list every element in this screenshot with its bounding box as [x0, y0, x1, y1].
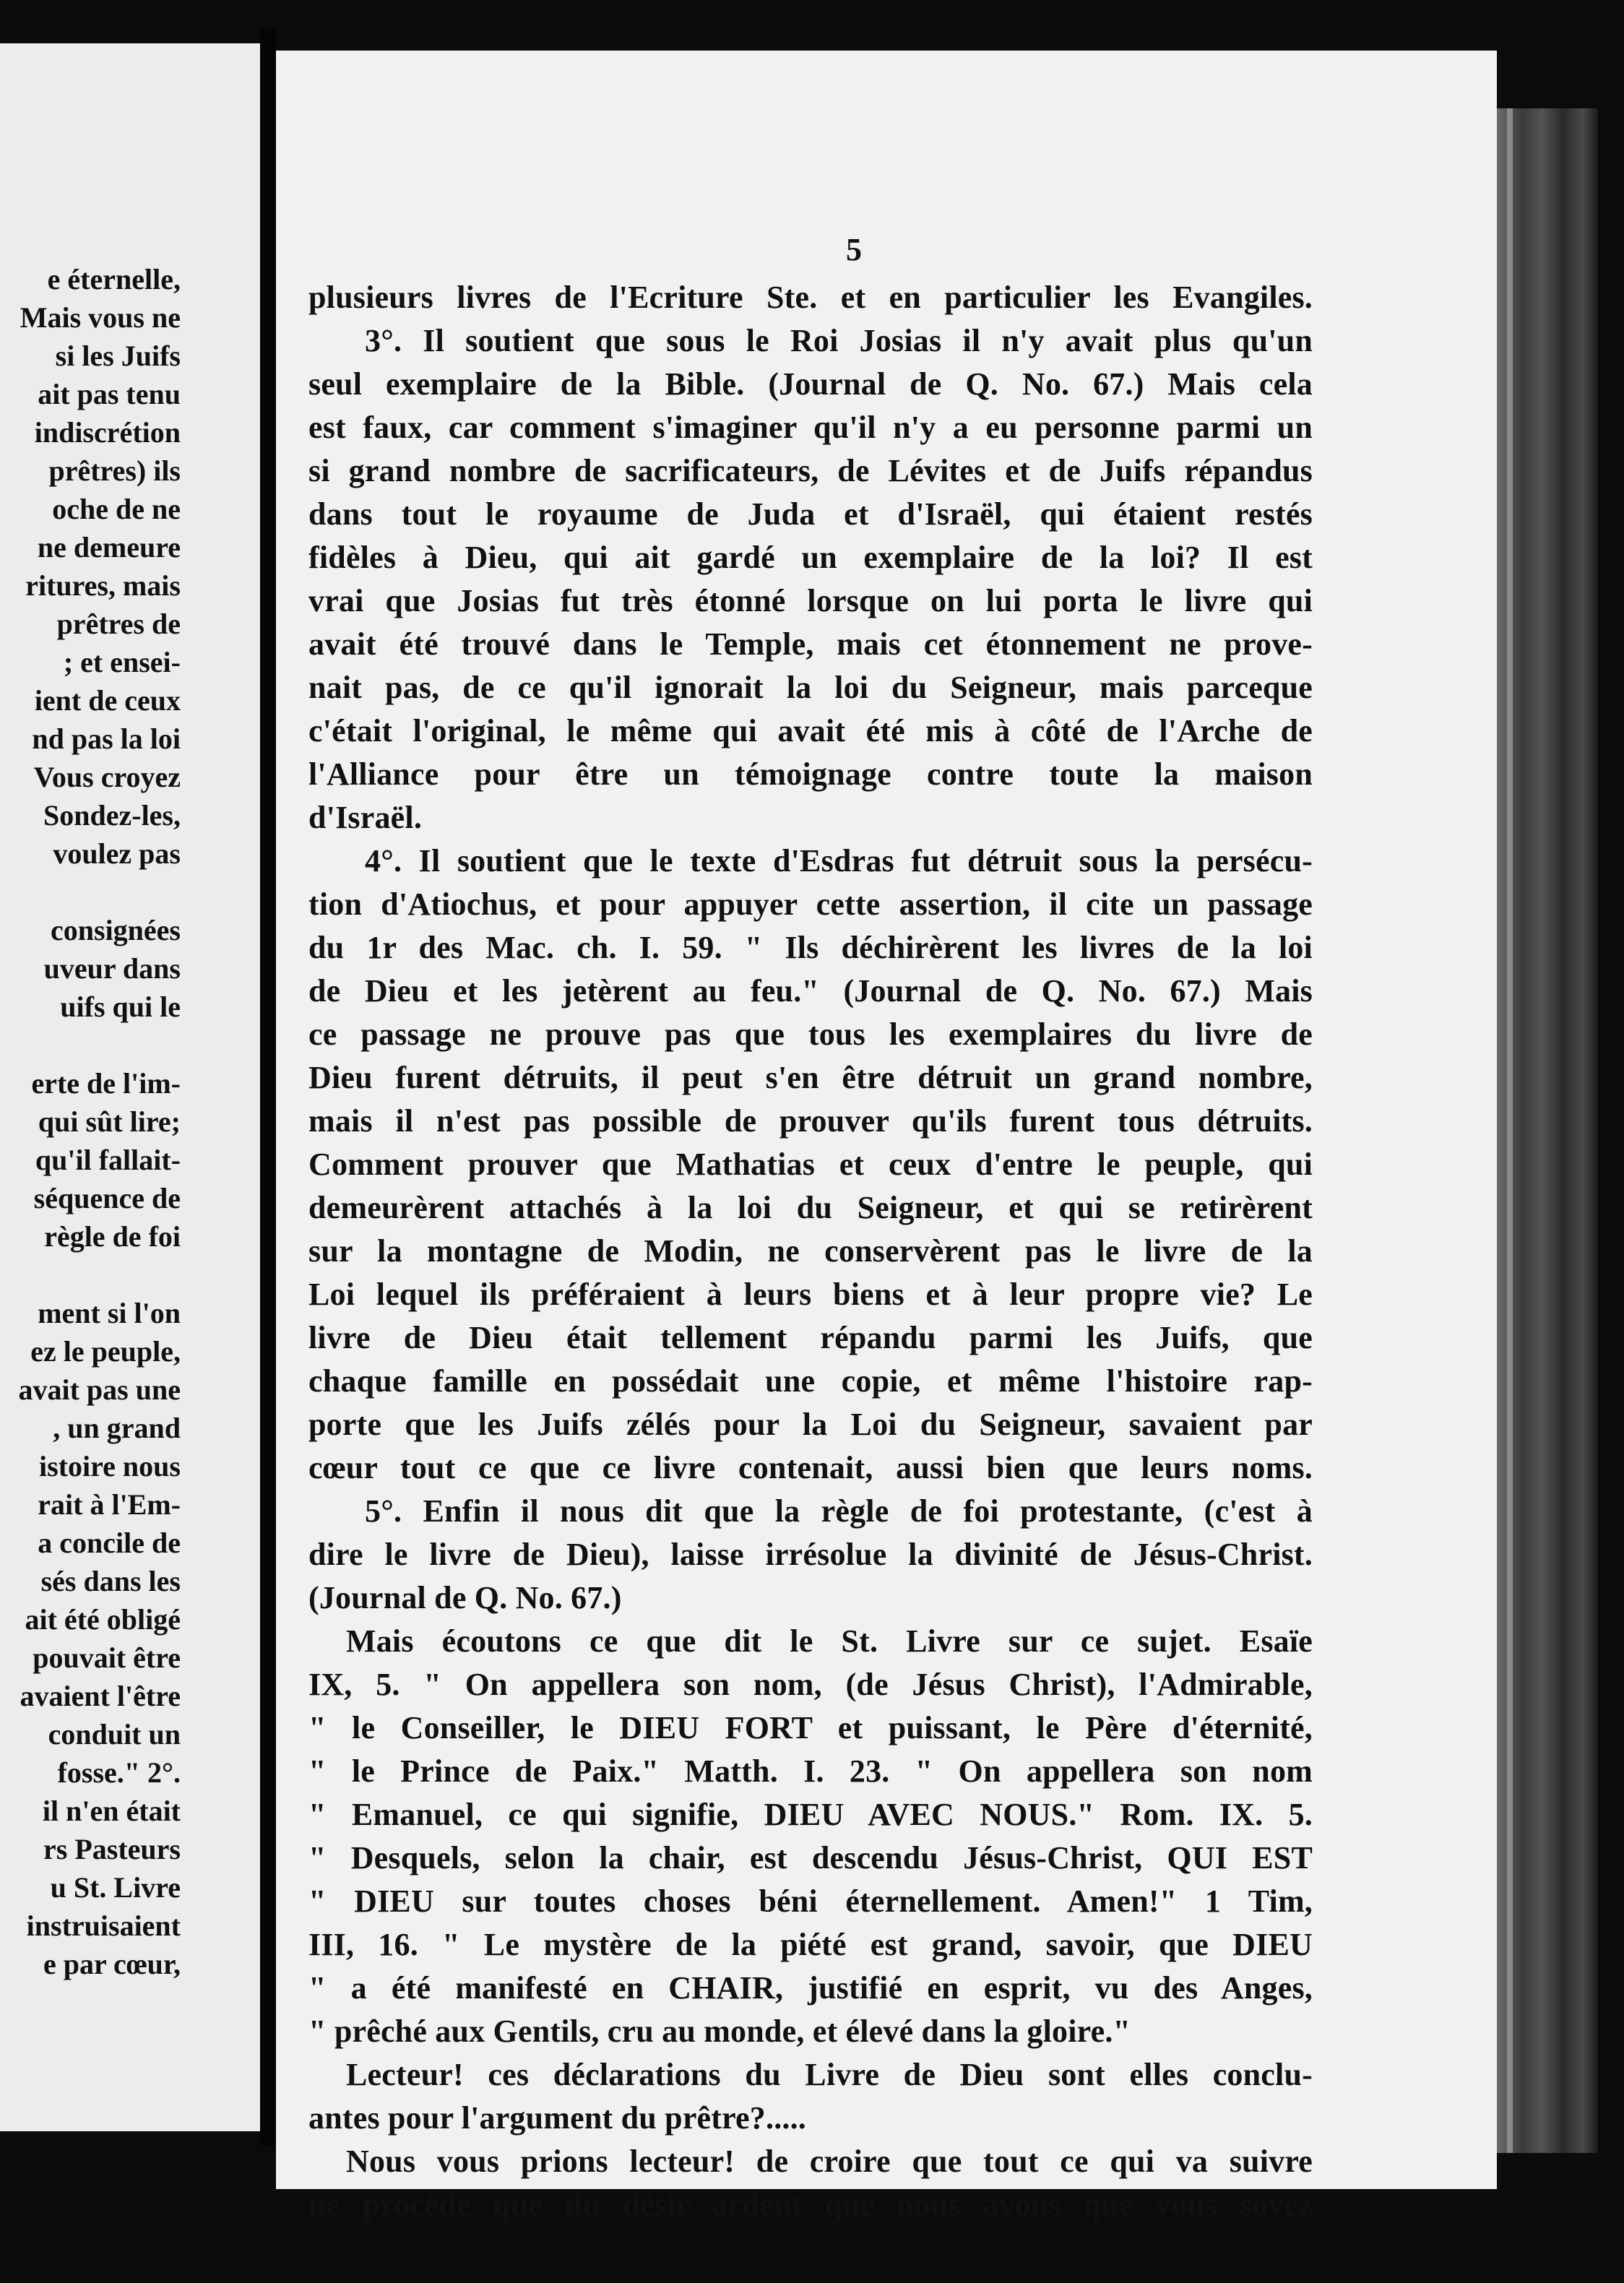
- left-line: consignées: [51, 914, 181, 946]
- text-line: nait pas, de ce qu'il ignorait la loi du Seigneur, mais parceque: [308, 670, 1313, 705]
- text-line: tion d'Atiochus, et pour appuyer cette assertion, il cite un passage: [308, 886, 1313, 922]
- text-line: Comment prouver que Mathatias et ceux d'entre le peuple, qui: [308, 1147, 1313, 1182]
- left-line: conduit un: [48, 1718, 181, 1751]
- left-line: instruisaient: [26, 1909, 181, 1942]
- left-line: Vous croyez: [33, 761, 181, 793]
- text-line: " Emanuel, ce qui signifie, DIEU AVEC NOUS." Rom. IX. 5.: [308, 1797, 1313, 1832]
- left-line: uifs qui le: [60, 991, 181, 1023]
- text-line: Loi lequel ils préféraient à leurs biens et à leur propre vie? Le: [308, 1277, 1313, 1312]
- text-line: III, 16. " Le mystère de la piété est grand, savoir, que DIEU: [308, 1927, 1313, 1962]
- text-line: cœur tout ce que ce livre contenait, aussi bien que leurs noms.: [308, 1450, 1313, 1485]
- left-line: ez le peuple,: [30, 1335, 181, 1368]
- text-line: de Dieu et les jetèrent au feu." (Journal de Q. No. 67.) Mais: [308, 973, 1313, 1009]
- left-line: règle de foi: [44, 1220, 181, 1253]
- left-line: avaient l'être: [20, 1680, 181, 1712]
- left-line: rait à l'Em-: [38, 1488, 181, 1521]
- left-line: , un grand: [53, 1412, 181, 1444]
- left-line: qui sût lire;: [38, 1105, 181, 1138]
- text-line: dire le livre de Dieu), laisse irrésolue la divinité de Jésus-Christ.: [308, 1537, 1313, 1572]
- text-line: mais il n'est pas possible de prouver qu'ils furent tous détruits.: [308, 1103, 1313, 1139]
- left-line: ne demeure: [37, 531, 181, 564]
- text-line: antes pour l'argument du prêtre?.....: [308, 2100, 806, 2136]
- text-line: fidèles à Dieu, qui ait gardé un exemplaire de la loi? Il est: [308, 540, 1313, 575]
- text-line: chaque famille en possédait une copie, et même l'histoire rap-: [308, 1363, 1313, 1399]
- text-line: 3°. Il soutient que sous le Roi Josias il n'y avait plus qu'un: [365, 323, 1313, 358]
- body-text: [308, 276, 1313, 2227]
- left-line: erte de l'im-: [31, 1067, 181, 1100]
- left-line: sés dans les: [40, 1565, 181, 1597]
- text-line: " le Conseiller, le DIEU FORT et puissant, le Père d'éternité,: [308, 1710, 1313, 1745]
- text-line: Lecteur! ces déclarations du Livre de Dieu sont elles conclu-: [346, 2057, 1313, 2092]
- book-gutter: [260, 29, 276, 2146]
- page-number: 5: [846, 232, 862, 267]
- left-line: ment si l'on: [38, 1297, 181, 1329]
- text-line: 5°. Enfin il nous dit que la règle de foi protestante, (c'est à: [365, 1493, 1313, 1529]
- left-line: séquence de: [33, 1182, 181, 1214]
- text-line: demeurèrent attachés à la loi du Seigneur, et qui se retirèrent: [308, 1190, 1313, 1225]
- text-line: seul exemplaire de la Bible. (Journal de Q. No. 67.) Mais cela: [308, 366, 1313, 402]
- left-line: ritures, mais: [25, 569, 181, 602]
- left-line: il n'en était: [42, 1795, 181, 1827]
- text-line: Dieu furent détruits, il peut s'en être détruit un grand nombre,: [308, 1060, 1313, 1095]
- left-line: avait pas une: [18, 1373, 181, 1406]
- left-line: [0, 1256, 181, 1294]
- left-line: voulez pas: [53, 837, 181, 870]
- text-line: si grand nombre de sacrificateurs, de Lévites et de Juifs répandus: [308, 453, 1313, 488]
- text-line: l'Alliance pour être un témoignage contre toute la maison: [308, 756, 1313, 792]
- text-line: IX, 5. " On appellera son nom, (de Jésus Christ), l'Admirable,: [308, 1667, 1313, 1702]
- left-line: pouvait être: [33, 1641, 181, 1674]
- left-line: fosse." 2°.: [57, 1756, 181, 1789]
- text-line: Nous vous prions lecteur! de croire que tout ce qui va suivre: [346, 2144, 1313, 2179]
- text-line: avait été trouvé dans le Temple, mais cet étonnement ne prove-: [308, 626, 1313, 662]
- text-line: " Desquels, selon la chair, est descendu Jésus-Christ, QUI EST: [308, 1840, 1313, 1876]
- text-line: plusieurs livres de l'Ecriture Ste. et en particulier les Evangiles.: [308, 280, 1313, 315]
- left-line: e éternelle,: [47, 263, 181, 295]
- text-line: ne procède que du désir ardent que nous avons que vous soyez: [308, 2187, 1313, 2222]
- left-line: [0, 873, 181, 911]
- text-line: " le Prince de Paix." Matth. I. 23. " On appellera son nom: [308, 1753, 1313, 1789]
- left-line: istoire nous: [39, 1450, 181, 1483]
- left-line: qu'il fallait-: [35, 1144, 181, 1176]
- left-line: Mais vous ne: [20, 301, 181, 334]
- left-line: u St. Livre: [50, 1871, 181, 1904]
- text-line: " a été manifesté en CHAIR, justifié en esprit, vu des Anges,: [308, 1970, 1313, 2006]
- text-line: sur la montagne de Modin, ne conservèrent pas le livre de la: [308, 1233, 1313, 1269]
- text-line: dans tout le royaume de Juda et d'Israël, qui étaient restés: [308, 496, 1313, 532]
- left-line: oche de ne: [52, 493, 181, 525]
- left-line: ait été obligé: [25, 1603, 181, 1636]
- text-line: " DIEU sur toutes choses béni éternellement. Amen!" 1 Tim,: [308, 1883, 1313, 1919]
- text-line: " prêché aux Gentils, cru au monde, et élevé dans la gloire.": [308, 2014, 1131, 2049]
- left-line: si les Juifs: [55, 340, 181, 372]
- right-page: [276, 51, 1497, 2222]
- text-line: vrai que Josias fut très étonné lorsque on lui porta le livre qui: [308, 583, 1313, 618]
- left-line: e par cœur,: [43, 1948, 181, 1980]
- left-line: nd pas la loi: [32, 722, 181, 755]
- left-page-text: [0, 260, 181, 1983]
- text-line: du 1r des Mac. ch. I. 59. " Ils déchirèrent les livres de la loi: [308, 930, 1313, 965]
- text-line: d'Israël.: [308, 800, 423, 835]
- left-line: Sondez-les,: [43, 799, 181, 832]
- left-line: indiscrétion: [34, 416, 181, 449]
- left-line: a concile de: [38, 1527, 181, 1559]
- left-line: prêtres) ils: [48, 454, 181, 487]
- left-line: ; et ensei-: [63, 646, 181, 678]
- left-page: [0, 43, 260, 2131]
- left-line: [0, 1026, 181, 1064]
- text-line: Mais écoutons ce que dit le St. Livre sur ce sujet. Esaïe: [346, 1623, 1313, 1659]
- text-line: est faux, car comment s'imaginer qu'il n'y a eu personne parmi un: [308, 410, 1313, 445]
- page-edge-stack: [1497, 108, 1598, 2153]
- text-line: ce passage ne prouve pas que tous les exemplaires du livre de: [308, 1017, 1313, 1052]
- text-line: porte que les Juifs zélés pour la Loi du Seigneur, savaient par: [308, 1407, 1313, 1442]
- left-line: ient de ceux: [34, 684, 181, 717]
- left-line: uveur dans: [43, 952, 181, 985]
- text-line: livre de Dieu était tellement répandu parmi les Juifs, que: [308, 1320, 1313, 1355]
- left-line: rs Pasteurs: [43, 1833, 181, 1865]
- text-line: (Journal de Q. No. 67.): [308, 1580, 622, 1615]
- left-line: prêtres de: [56, 608, 181, 640]
- left-line: ait pas tenu: [38, 378, 181, 410]
- text-line: 4°. Il soutient que le texte d'Esdras fut détruit sous la persécu-: [365, 843, 1313, 879]
- text-line: c'était l'original, le même qui avait été mis à côté de l'Arche de: [308, 713, 1313, 748]
